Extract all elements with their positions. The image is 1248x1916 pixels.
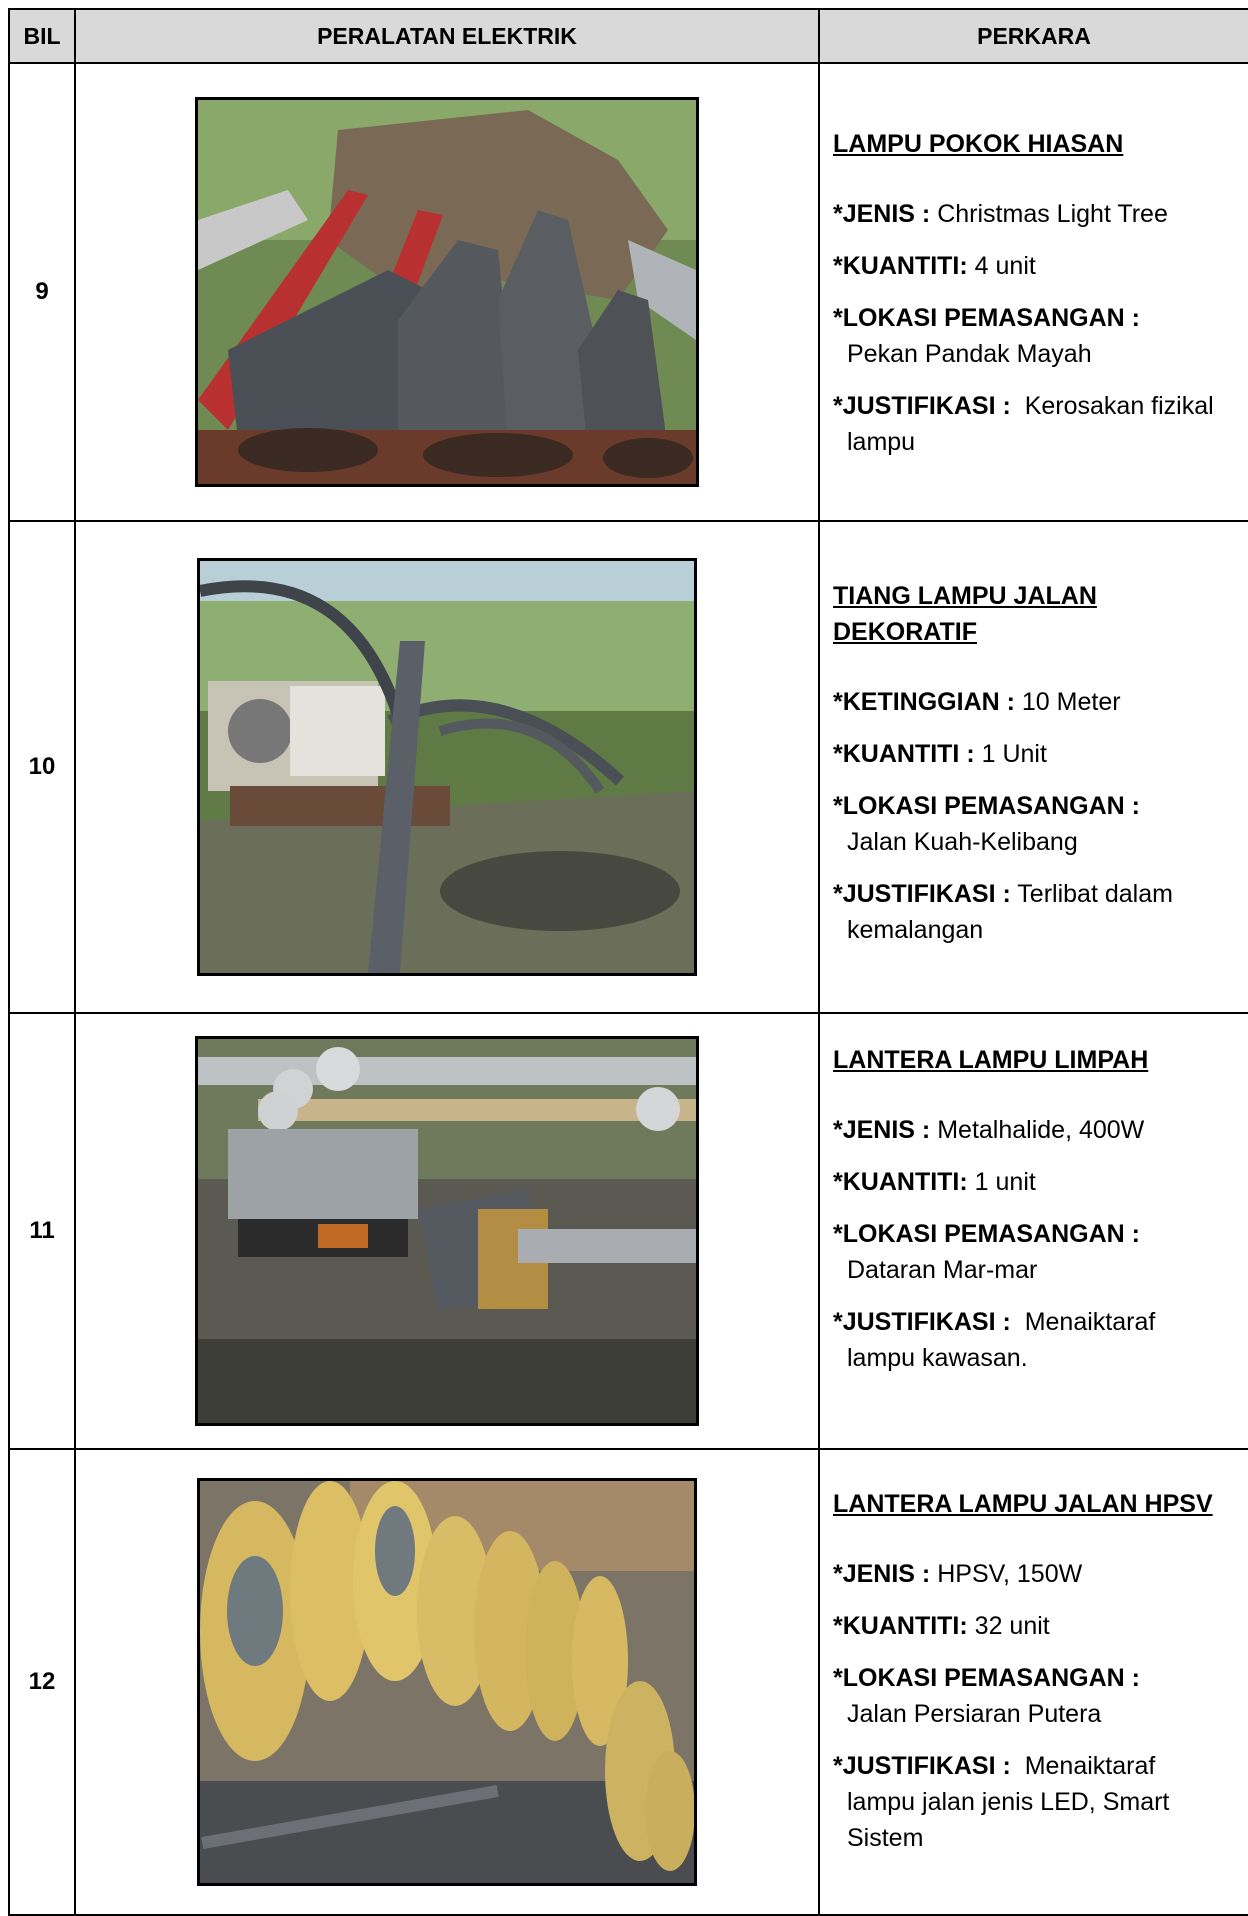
header-bil: BIL [9, 9, 75, 63]
justifikasi-field: *JUSTIFIKASI : Kerosakan fizikal lampu [833, 392, 1214, 456]
row-number: 10 [9, 521, 75, 1013]
photo-image [198, 1039, 696, 1423]
photo-cell [75, 1013, 819, 1449]
description-cell [819, 1449, 1248, 1915]
header-peralatan: PERALATAN ELEKTRIK [75, 9, 819, 63]
photo-image [200, 561, 694, 973]
photo-image [198, 100, 696, 484]
christmas-light-tree-photo [195, 97, 699, 487]
floodlight-lantern-photo [195, 1036, 699, 1426]
table-row [9, 63, 1248, 521]
row-number: 9 [9, 63, 75, 521]
row-number: 11 [9, 1013, 75, 1449]
lokasi-field: *LOKASI PEMASANGAN : Dataran Mar-mar [833, 1220, 1140, 1284]
justifikasi-field: *JUSTIFIKASI : Menaiktaraf lampu jalan jenis LED, Smart Sistem [833, 1752, 1170, 1852]
table-row [9, 1013, 1248, 1449]
photo-cell [75, 63, 819, 521]
item-title: LAMPU POKOK HIASAN [833, 130, 1124, 158]
kuantiti-field: *KUANTITI: 32 unit [833, 1612, 1050, 1640]
row-number: 12 [9, 1449, 75, 1915]
description-cell [819, 521, 1248, 1013]
equipment-table [8, 8, 1248, 1916]
jenis-field: *JENIS : HPSV, 150W [833, 1560, 1083, 1588]
jenis-field: *JENIS : Metalhalide, 400W [833, 1116, 1145, 1144]
table-row [9, 1449, 1248, 1915]
decorative-street-lamp-pole-photo [197, 558, 697, 976]
header-perkara: PERKARA [819, 9, 1248, 63]
kuantiti-field: *KUANTITI: 4 unit [833, 252, 1036, 280]
description-cell [819, 63, 1248, 521]
item-title: LANTERA LAMPU LIMPAH [833, 1046, 1149, 1074]
hpsv-street-lantern-photo [197, 1478, 697, 1886]
photo-cell [75, 1449, 819, 1915]
lokasi-field: *LOKASI PEMASANGAN : Jalan Kuah-Kelibang [833, 792, 1140, 856]
description-cell [819, 1013, 1248, 1449]
ketinggian-field: *KETINGGIAN : 10 Meter [833, 688, 1121, 716]
kuantiti-field: *KUANTITI : 1 Unit [833, 740, 1047, 768]
photo-cell [75, 521, 819, 1013]
lokasi-field: *LOKASI PEMASANGAN : Pekan Pandak Mayah [833, 304, 1140, 368]
item-title-line-2: DEKORATIF [833, 618, 977, 646]
item-title: LANTERA LAMPU JALAN HPSV [833, 1490, 1213, 1518]
justifikasi-field: *JUSTIFIKASI : Terlibat dalam kemalangan [833, 880, 1173, 944]
kuantiti-field: *KUANTITI: 1 unit [833, 1168, 1036, 1196]
photo-image [200, 1481, 694, 1883]
justifikasi-field: *JUSTIFIKASI : Menaiktaraf lampu kawasan. [833, 1308, 1156, 1372]
lokasi-field: *LOKASI PEMASANGAN : Jalan Persiaran Putera [833, 1664, 1140, 1728]
table-header-row [9, 9, 1248, 63]
jenis-field: *JENIS : Christmas Light Tree [833, 200, 1168, 228]
item-title: TIANG LAMPU JALAN [833, 582, 1097, 610]
table-row [9, 521, 1248, 1013]
